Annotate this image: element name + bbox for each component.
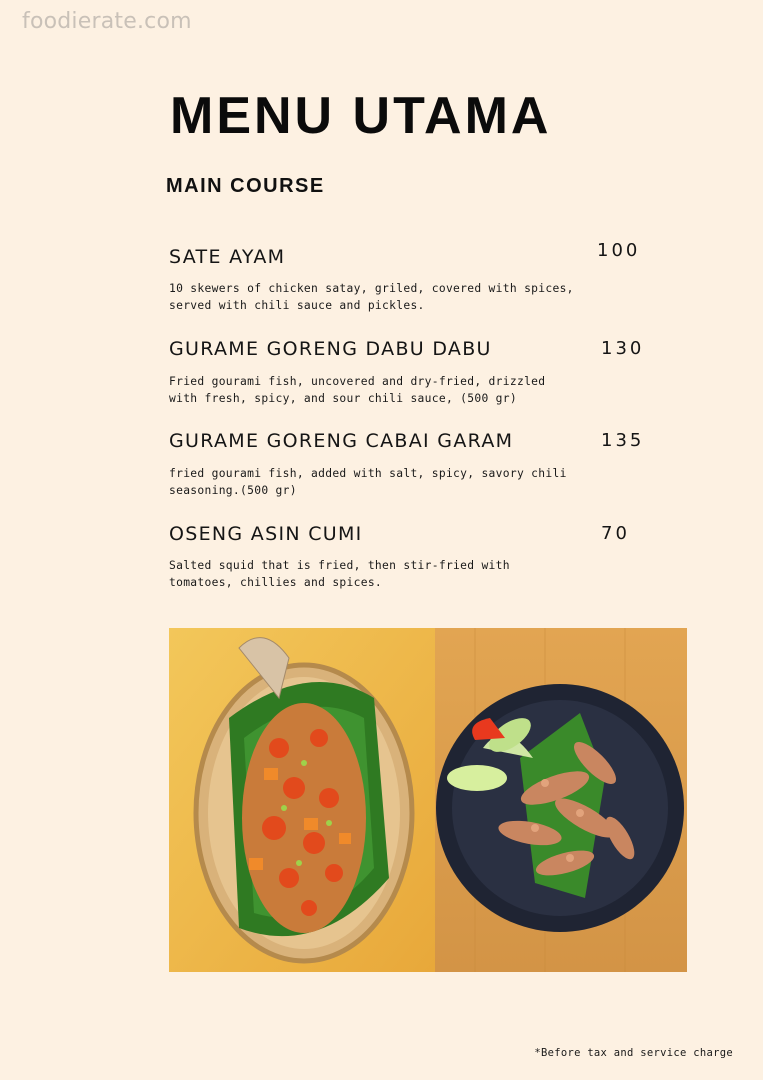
watermark: foodierate.com bbox=[22, 9, 192, 34]
menu-item-price: 100 bbox=[597, 240, 641, 261]
menu-item-price: 70 bbox=[601, 523, 630, 544]
menu-item-name: OSENG ASIN CUMI bbox=[169, 523, 363, 545]
menu-item-description: fried gourami fish, added with salt, spicy, savory chili seasoning.(500 gr) bbox=[169, 467, 567, 497]
menu-item-description: 10 skewers of chicken satay, griled, covered with spices, served with chili sauce and pickles. bbox=[169, 282, 574, 312]
section-heading: MAIN COURSE bbox=[166, 175, 325, 197]
menu-item-description: Fried gourami fish, uncovered and dry-fried, drizzled with fresh, spicy, and sour chili sauce, (500 gr) bbox=[169, 375, 546, 405]
menu-item-name: GURAME GORENG DABU DABU bbox=[169, 338, 492, 360]
food-photos bbox=[169, 628, 687, 972]
page-title: MENU UTAMA bbox=[170, 87, 552, 145]
menu-item-description: Salted squid that is fried, then stir-fried with tomatoes, chillies and spices. bbox=[169, 559, 510, 589]
squid-dish-photo bbox=[435, 628, 687, 972]
menu-item-price: 130 bbox=[601, 338, 645, 359]
menu-item-name: SATE AYAM bbox=[169, 246, 286, 268]
fish-dish-photo bbox=[169, 628, 435, 972]
menu-item-price: 135 bbox=[601, 430, 645, 451]
footnote: *Before tax and service charge bbox=[534, 1047, 733, 1059]
menu-item-name: GURAME GORENG CABAI GARAM bbox=[169, 430, 514, 452]
